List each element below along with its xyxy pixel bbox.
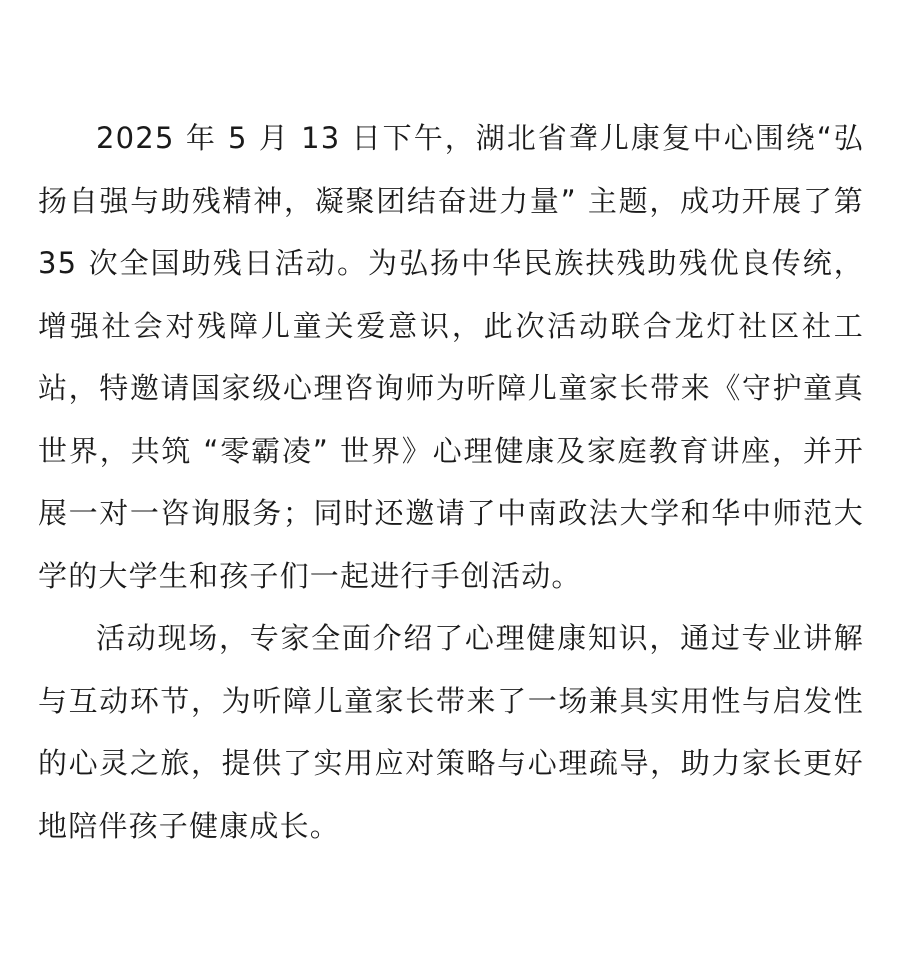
paragraph-event-details: 活动现场，专家全面介绍了心理健康知识，通过专业讲解与互动环节，为听障儿童家长带来了一场兼具实用性与启发性的心灵之旅，提供了实用应对策略与心理疏导，助力家长更好地陪伴孩子健康成长。 <box>38 621 864 843</box>
paragraph-event-summary: 2025 年 5 月 13 日下午，湖北省聋儿康复中心围绕“弘扬自强与助残精神，凝聚团结奋进力量” 主题，成功开展了第 35 次全国助残日活动。为弘扬中华民族扶残助残优良传统，增强社会对残障儿童关爱意识，此次活动联合龙灯社区社工站，特邀请国家级心理咨询师为听障儿童家长带来《守护童真世界，共筑 “零霸凌” 世界》心理健康及家庭教育讲座，并开展一对一咨询服务；同时还邀请了中南政法大学和华中师范大学的大学生和孩子们一起进行手创活动。 <box>38 121 864 593</box>
article-body <box>38 107 864 857</box>
